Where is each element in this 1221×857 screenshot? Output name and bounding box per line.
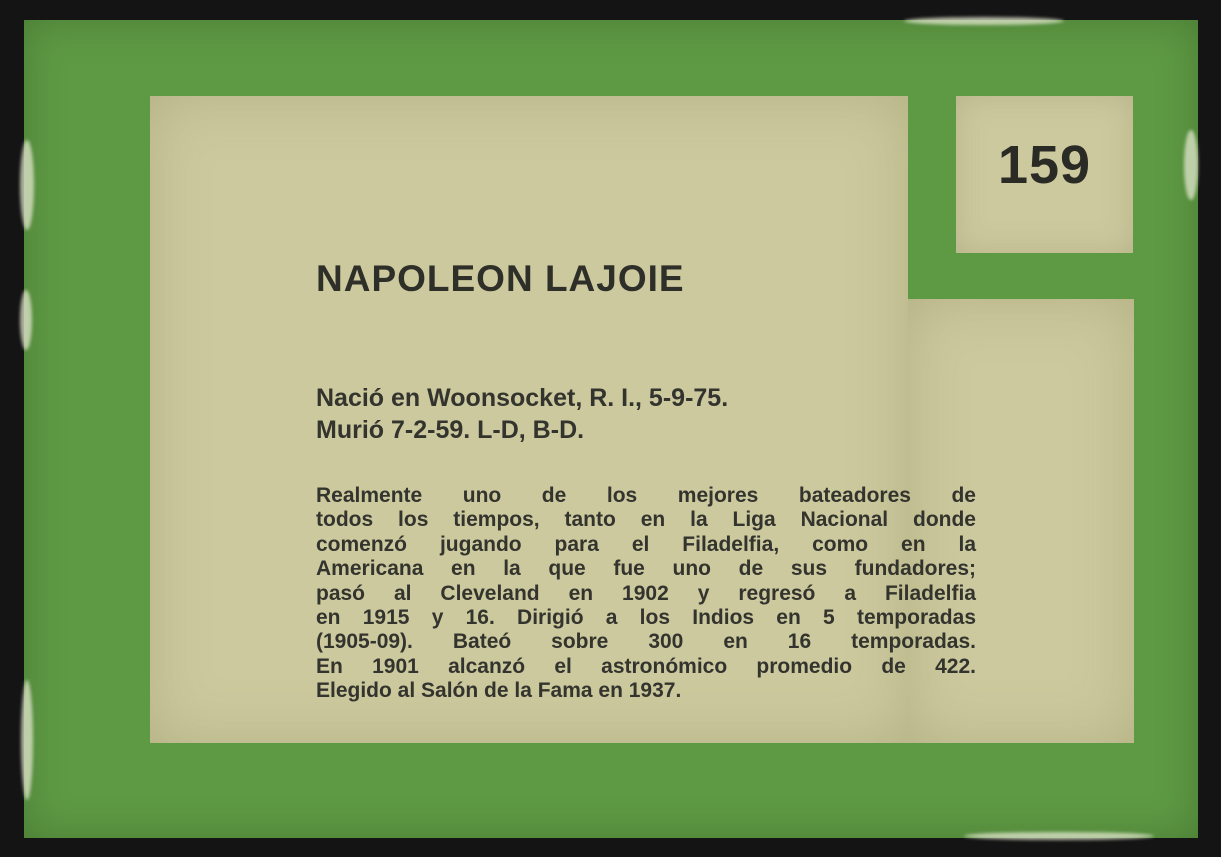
summary-line: Realmente uno de los mejores bateadores de xyxy=(316,484,976,507)
edge-wear xyxy=(20,140,34,230)
summary-line: (1905-09). Bateó sobre 300 en 16 temporadas. xyxy=(316,630,976,654)
summary-line: pasó al Cleveland en 1902 y regresó a Filadelfia xyxy=(316,581,976,605)
edge-wear xyxy=(20,290,32,350)
edge-wear xyxy=(21,680,33,800)
summary-line: En 1901 alcanzó el astronómico promedio de 422. xyxy=(316,654,976,678)
career-summary xyxy=(316,484,976,704)
edge-wear xyxy=(964,832,1154,840)
edge-wear xyxy=(1184,130,1198,200)
card-number: 159 xyxy=(997,135,1092,195)
player-name: NAPOLEON LAJOIE xyxy=(316,258,685,299)
edge-wear xyxy=(904,17,1064,25)
birth-info: Nació en Woonsocket, R. I., 5-9-75. xyxy=(316,384,729,412)
death-info: Murió 7-2-59. L-D, B-D. xyxy=(316,416,585,444)
summary-line: Elegido al Salón de la Fama en 1937. xyxy=(316,679,682,703)
player-bio xyxy=(316,382,728,446)
summary-line: en 1915 y 16. Dirigió a los Indios en 5 temporadas xyxy=(316,606,976,630)
summary-line: comenzó jugando para el Filadelfia, como en la xyxy=(316,532,976,556)
baseball-card-back xyxy=(24,20,1198,838)
summary-line: todos los tiempos, tanto en la Liga Nacional donde xyxy=(316,508,976,532)
summary-line: Americana en la que fue uno de sus fundadores; xyxy=(316,557,976,581)
card-number-box xyxy=(956,96,1133,253)
